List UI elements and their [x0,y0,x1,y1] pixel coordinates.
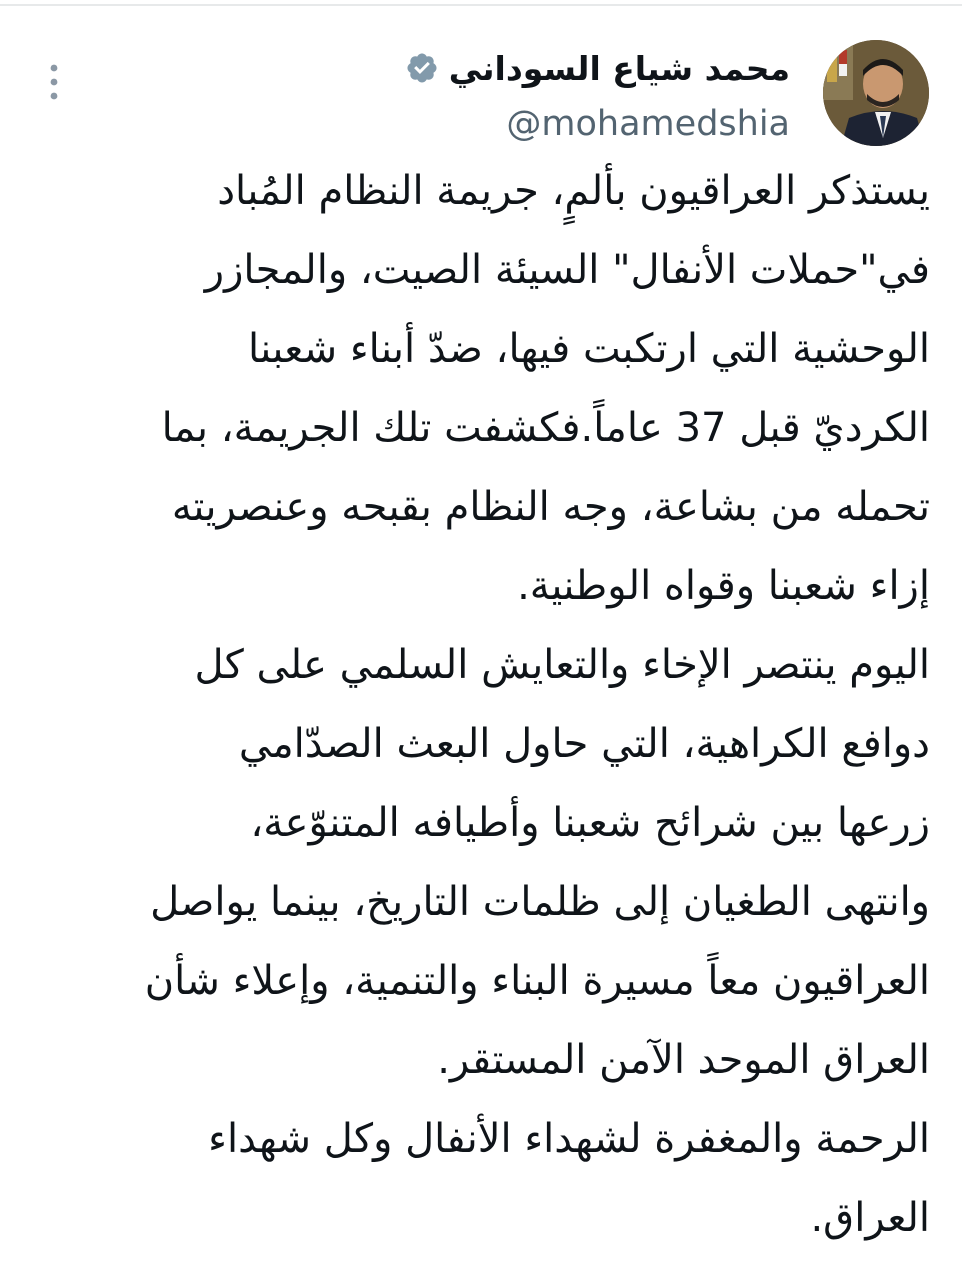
tweet-line: تحمله من بشاعة، وجه النظام بقبحه وعنصريته [171,484,930,530]
tweet-line: في"حملات الأنفال" السيئة الصيت، والمجازر [204,247,930,293]
tweet-line: دوافع الكراهية، التي حاول البعث الصدّامي [238,721,930,767]
tweet-line: يستذكر العراقيون بألمٍ، جريمة النظام المُباد [217,168,930,214]
avatar-photo-icon [823,40,929,146]
display-name[interactable]: محمد شياع السوداني [448,48,790,88]
tweet-line: العراق الموحد الآمن المستقر. [437,1037,930,1083]
top-divider [0,4,962,6]
tweet-line: الوحشية التي ارتكبت فيها، ضدّ أبناء شعبنا [247,326,930,372]
user-handle[interactable]: @mohamedshia [506,104,790,144]
tweet-line: وانتهى الطغيان إلى ظلمات التاريخ، بينما يواصل [150,879,930,925]
cropped-next-line [0,1268,962,1280]
tweet-line: إزاء شعبنا وقواه الوطنية. [517,563,930,609]
tweet-text [20,152,930,1258]
more-vertical-icon[interactable] [44,62,64,102]
avatar[interactable] [823,40,929,146]
tweet-line: الكرديّ قبل 37 عاماً.فكشفت تلك الجريمة، بما [161,405,930,451]
verified-badge-icon [405,51,439,85]
tweet-line: اليوم ينتصر الإخاء والتعايش السلمي على كل [194,642,930,688]
tweet-line: زرعها بين شرائح شعبنا وأطيافه المتنوّعة، [250,800,930,846]
tweet-line: العراق. [810,1195,930,1241]
tweet-line: الرحمة والمغفرة لشهداء الأنفال وكل شهداء [208,1116,930,1162]
tweet-line: العراقيون معاً مسيرة البناء والتنمية، وإعلاء شأن [144,958,930,1004]
name-row [270,40,790,96]
tweet-header [270,40,790,148]
